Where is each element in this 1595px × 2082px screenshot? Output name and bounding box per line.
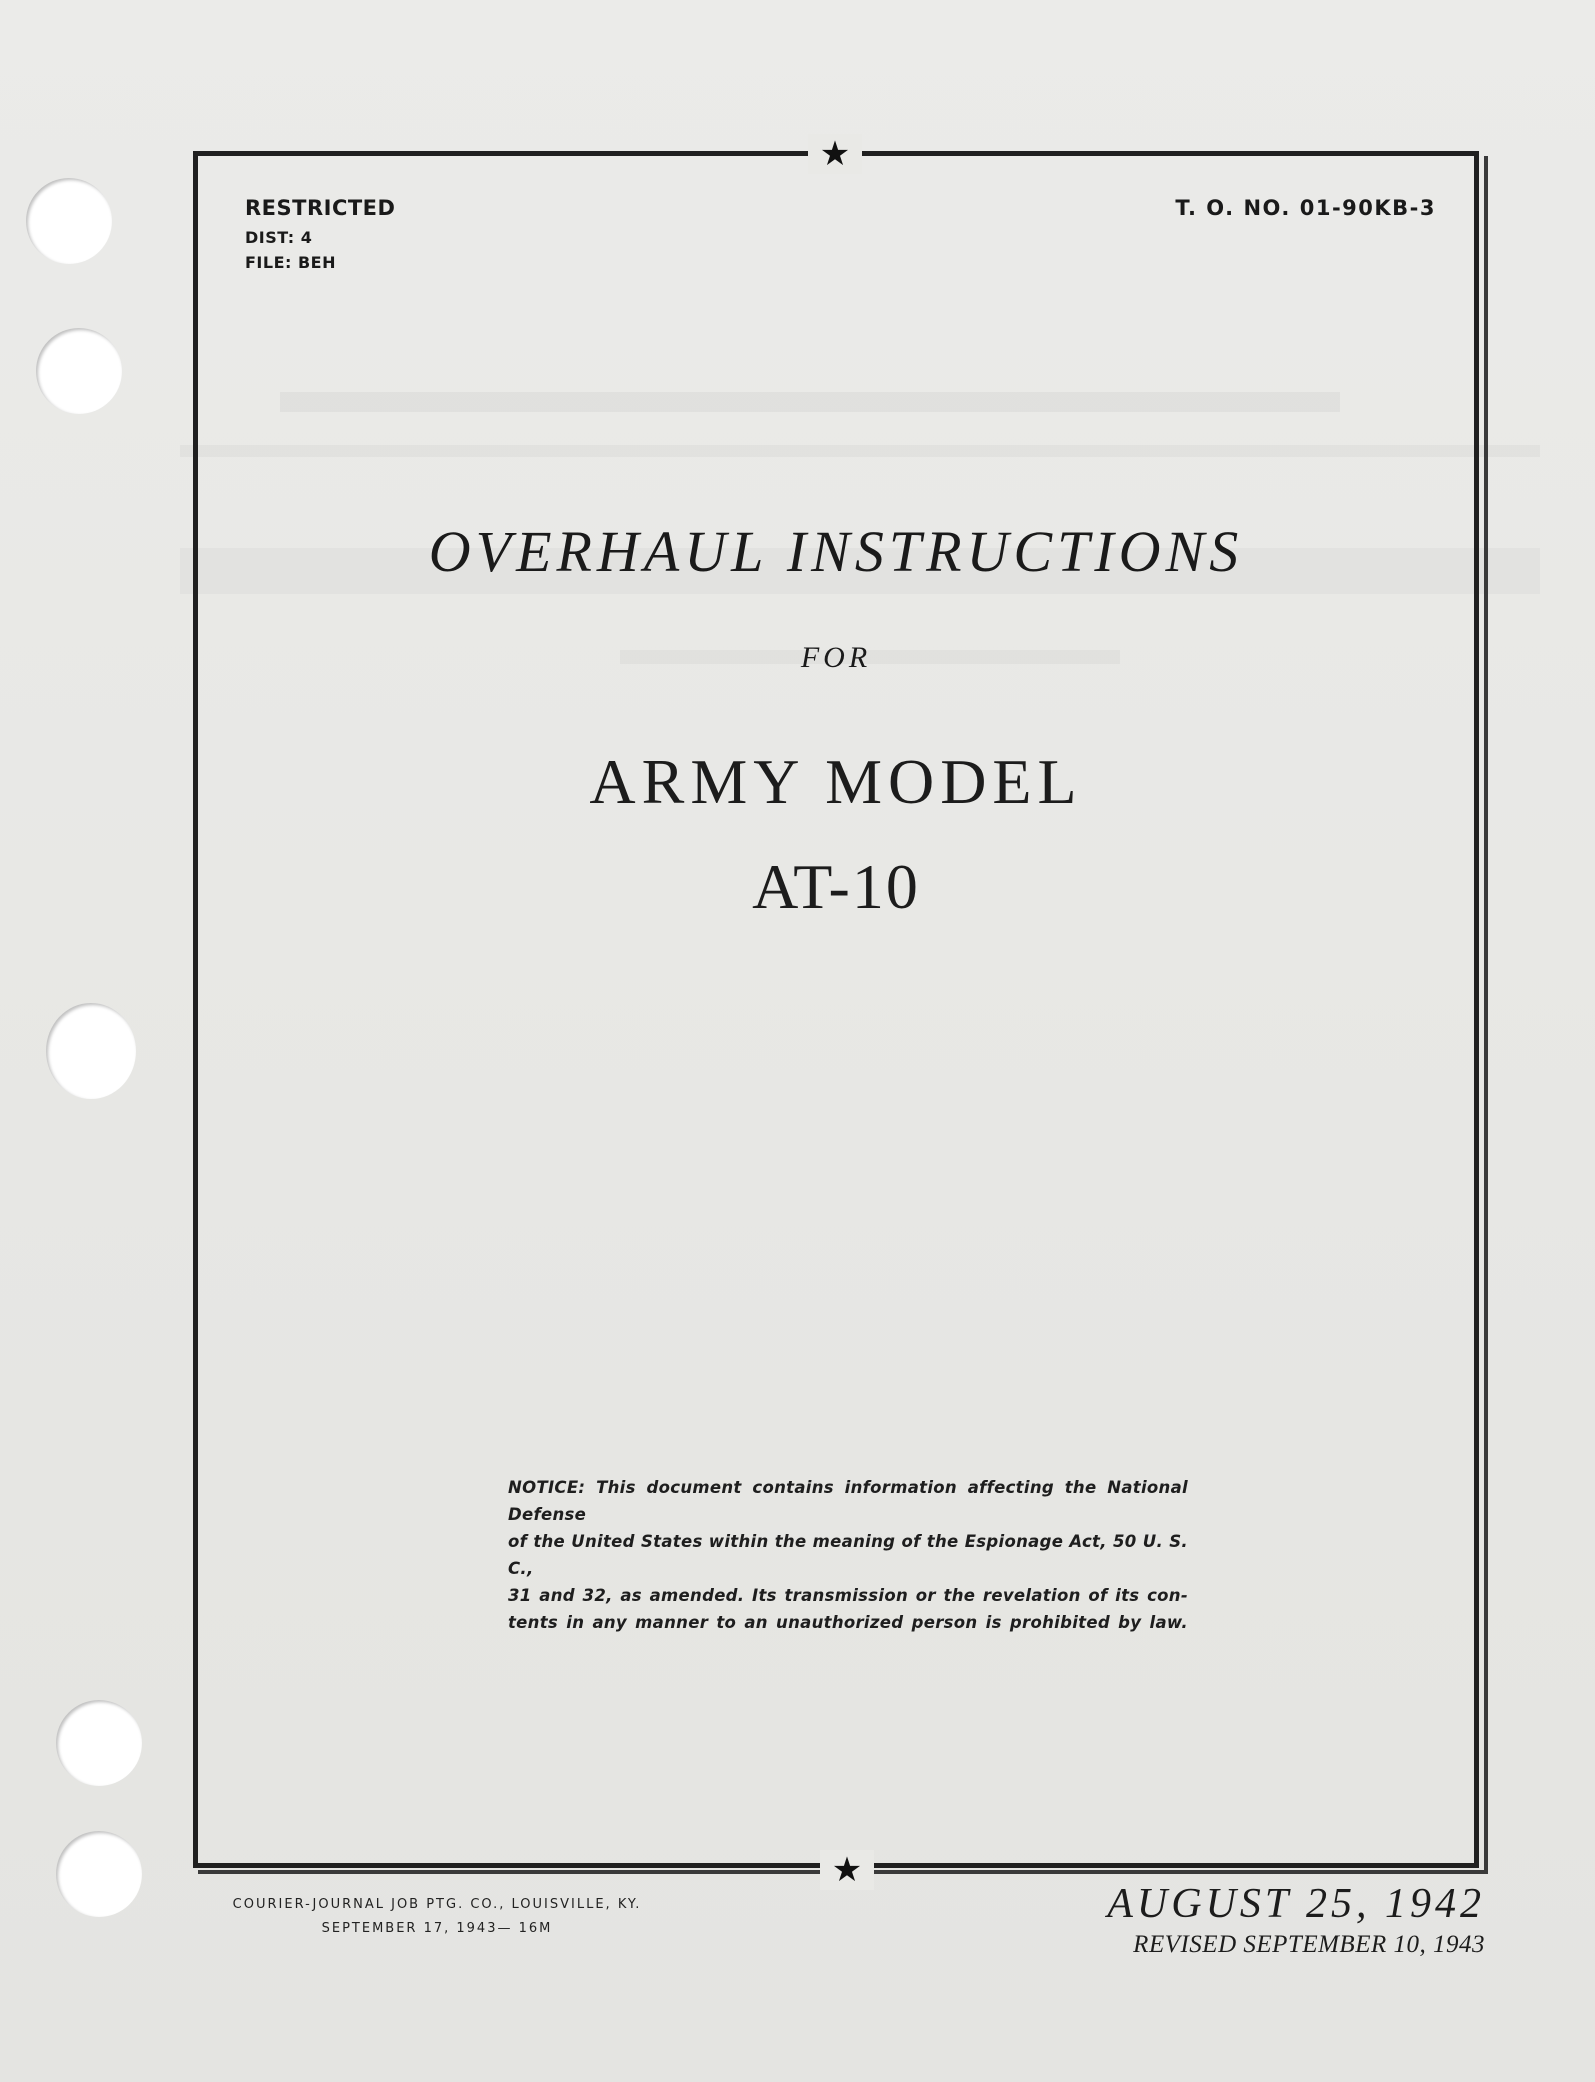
file-label: FILE: BEH <box>245 253 336 272</box>
title-for: FOR <box>800 641 872 674</box>
distribution-block <box>245 196 395 278</box>
printer-name: COURIER-JOURNAL JOB PTG. CO., LOUISVILLE, KY. <box>232 1897 642 1912</box>
binder-hole <box>46 1003 136 1099</box>
notice-line: NOTICE: This document contains information affecting the National Defense <box>508 1478 1188 1524</box>
binder-hole <box>56 1831 142 1917</box>
espionage-notice <box>508 1474 1188 1636</box>
notice-line: 31 and 32, as amended. Its transmission or the revelation of its con- <box>508 1586 1188 1605</box>
binder-hole <box>26 178 112 264</box>
dist-label: DIST: 4 <box>245 228 313 247</box>
binder-hole <box>36 328 122 414</box>
technical-order-number: T. O. NO. 01-90KB-3 <box>1175 196 1436 220</box>
notice-line: of the United States within the meaning of the Espionage Act, 50 U. S. C., <box>508 1532 1188 1578</box>
star-icon-top: ★ <box>808 134 862 174</box>
printer-imprint <box>207 1893 667 1941</box>
classification-label: RESTRICTED <box>245 196 396 220</box>
star-icon-bottom: ★ <box>820 1850 874 1890</box>
document-title: OVERHAUL INSTRUCTIONS <box>428 519 1244 584</box>
model-designation: AT-10 <box>752 851 920 922</box>
notice-line: tents in any manner to an unauthorized person is prohibited by law. <box>508 1613 1188 1632</box>
revision-date: REVISED SEPTEMBER 10, 1943 <box>1133 1931 1485 1958</box>
model-heading: ARMY MODEL <box>589 746 1083 817</box>
print-date: SEPTEMBER 17, 1943— 16M <box>321 1921 553 1936</box>
issue-date: AUGUST 25, 1942 <box>1107 1881 1485 1927</box>
binder-hole <box>56 1700 142 1786</box>
issue-date-block <box>1107 1880 1485 1962</box>
